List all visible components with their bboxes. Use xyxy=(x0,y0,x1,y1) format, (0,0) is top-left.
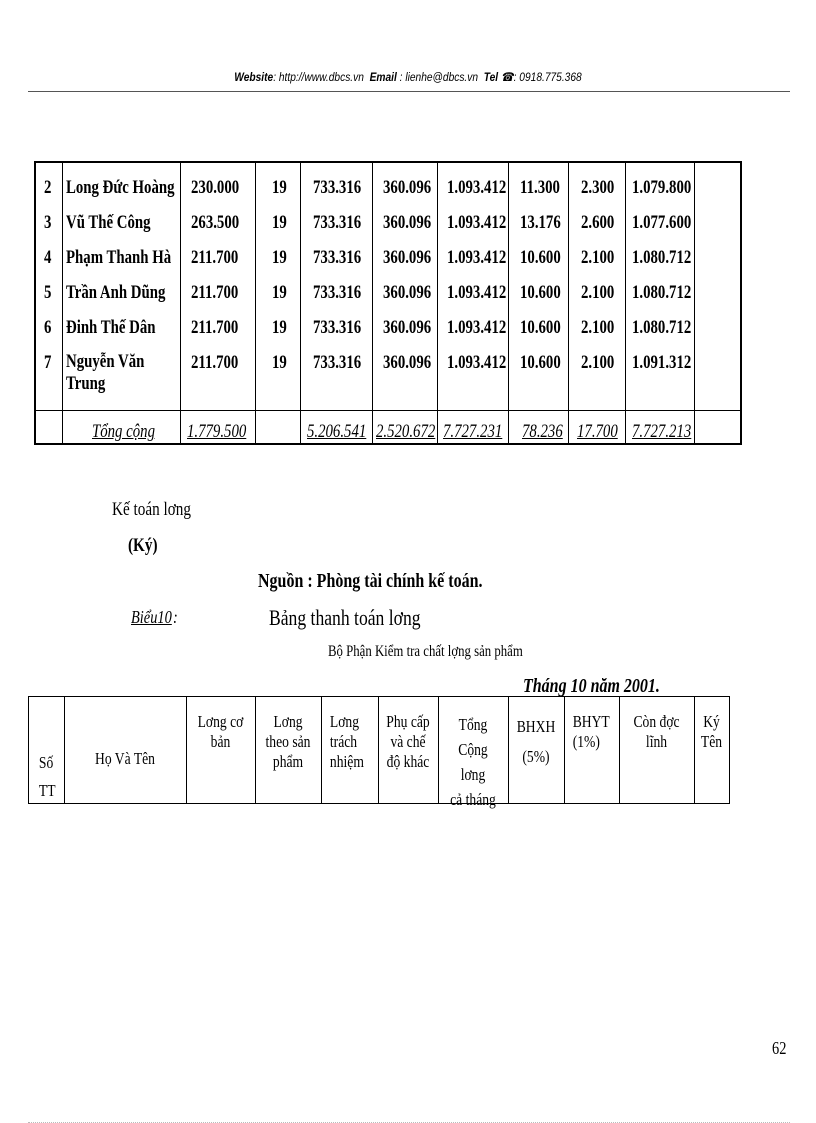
payroll-table-continued xyxy=(34,161,742,445)
header-tong-cong: Tổng Cộng lơng cả tháng xyxy=(450,715,496,809)
table-row: 5 Trần Anh Dũng 211.700 19 733.316 360.096 1.093.412 10.600 2.100 1.080.712 xyxy=(44,282,692,303)
header-luong-trach-nhiem: Lơng trách nhiệm xyxy=(329,712,364,771)
table-row: 3 Vũ Thế Công 263.500 19 733.316 360.096 1.093.412 13.176 2.600 1.077.600 xyxy=(44,212,692,233)
header-bhxh: BHXH (5%) xyxy=(516,717,556,766)
email-label: Email xyxy=(369,70,397,84)
tel-value: : 0918.775.368 xyxy=(513,70,582,84)
form-label: Biểu10 xyxy=(131,607,172,627)
department-name: Bộ Phận Kiểm tra chất lợng sản phẩm xyxy=(328,643,523,660)
month-label: Tháng 10 năm 2001. xyxy=(523,675,660,697)
name-line-2: Trung xyxy=(66,373,106,394)
accountant-title: Kế toán lơng xyxy=(112,499,191,520)
header-ky-ten: Ký Tên xyxy=(700,712,723,751)
phone-icon: ☎ xyxy=(500,70,514,84)
table-row: 7 Nguyễn Văn Trung 211.700 19 733.316 360.096 1.093.412 10.600 2.100 1.091.312 xyxy=(44,351,692,394)
header-bhyt: BHYT (1%) xyxy=(572,712,610,751)
header-con-duoc-linh: Còn đợc lĩnh xyxy=(633,712,680,751)
header-stt: Số TT xyxy=(38,753,56,800)
header-divider xyxy=(28,91,790,92)
payroll-table-header xyxy=(28,696,730,809)
total-row: Tổng cộng 1.779.500 5.206.541 2.520.672 7.727.231 78.236 17.700 7.727.213 xyxy=(92,421,692,442)
page-number: 62 xyxy=(772,1038,787,1058)
table-row: 4 Phạm Thanh Hà 211.700 19 733.316 360.096 1.093.412 10.600 2.100 1.080.712 xyxy=(44,247,692,268)
header-phu-cap: Phụ cấp và chế độ khác xyxy=(386,712,430,771)
header-ho-ten: Họ Và Tên xyxy=(95,749,155,768)
website-link[interactable]: : http://www.dbcs.vn xyxy=(273,70,364,84)
website-label: Website xyxy=(234,70,274,84)
signature-note: (Ký) xyxy=(128,535,158,556)
table-title: Bảng thanh toán lơng xyxy=(269,605,421,630)
header-luong-co-ban: Lơng cơ bản xyxy=(197,712,244,751)
header-luong-san-pham: Lơng theo sản phẩm xyxy=(265,712,311,771)
email-link[interactable]: : lienhe@dbcs.vn xyxy=(399,70,479,84)
site-header xyxy=(61,70,755,84)
tel-label: Tel xyxy=(483,70,499,84)
source-note: Nguồn : Phòng tài chính kế toán. xyxy=(258,570,483,592)
table-row: 6 Đinh Thế Dân 211.700 19 733.316 360.096 1.093.412 10.600 2.100 1.080.712 xyxy=(44,317,692,338)
form-label-colon: : xyxy=(173,607,178,627)
name-line-1: Nguyễn Văn xyxy=(66,351,145,372)
table-row: 2 Long Đức Hoàng 230.000 19 733.316 360.096 1.093.412 11.300 2.300 1.079.800 xyxy=(44,177,692,198)
